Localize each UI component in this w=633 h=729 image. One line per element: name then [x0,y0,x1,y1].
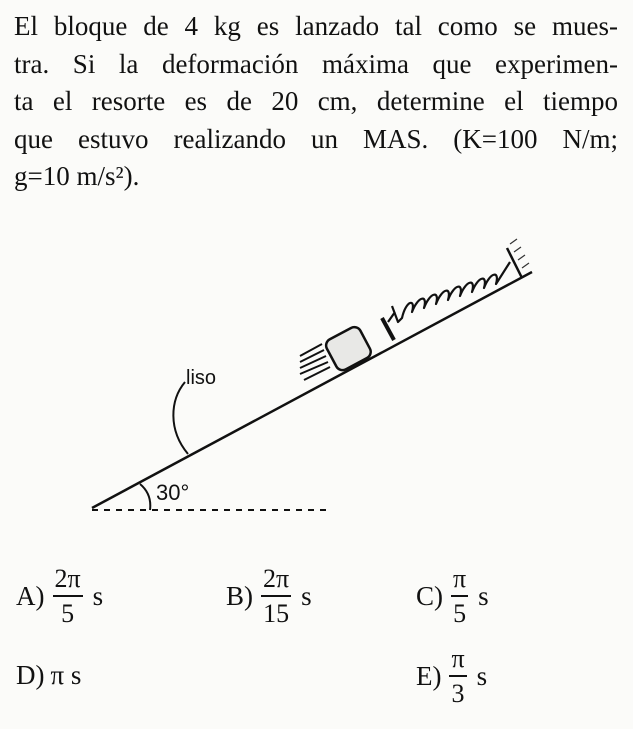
angle-label: 30° [156,480,190,505]
option-d-letter: D) [16,660,45,690]
option-d-value: π s [50,660,82,690]
motion-lines [300,344,330,380]
option-e-denominator: 3 [451,679,465,708]
option-e-letter: E) [416,661,442,691]
surface-label: liso [186,367,217,389]
angle-arc [140,484,150,510]
liso-leader-line [173,382,188,454]
option-b-unit: s [301,581,312,611]
option-d [16,660,81,691]
option-a-fraction [53,566,83,627]
problem-line-5: g=10 m/s²). [14,161,140,191]
option-c-denominator: 5 [453,599,467,628]
option-a-unit: s [92,581,104,611]
option-e-numerator: π [449,646,466,677]
option-b-fraction [261,566,291,627]
spring [388,262,510,322]
block [324,325,374,373]
option-a-letter: A) [16,581,45,611]
option-a [16,566,103,627]
option-b [226,566,312,627]
wall-hatching [510,239,529,268]
option-e-fraction [449,646,466,707]
option-b-denominator: 15 [263,599,290,628]
option-e-unit: s [476,661,488,691]
problem-line-1: El bloque de 4 kg es lanzado tal como se mues- [14,11,618,41]
option-a-numerator: 2π [53,566,83,597]
problem-line-3: ta el resorte es de 20 cm, determine el tiempo [14,86,618,116]
problem-line-4: que estuvo realizando un MAS. (K=100 N/m; [14,123,618,154]
option-c [416,566,489,627]
option-c-fraction [451,566,468,627]
option-a-denominator: 5 [61,599,75,628]
option-e [416,646,487,707]
option-c-letter: C) [416,581,443,611]
option-c-numerator: π [451,566,468,597]
incline-surface [92,272,532,508]
problem-line-2: tra. Si la deformación máxima que experimen- [14,48,618,79]
option-b-numerator: 2π [261,566,291,597]
option-b-letter: B) [226,581,253,611]
option-c-unit: s [478,581,489,611]
